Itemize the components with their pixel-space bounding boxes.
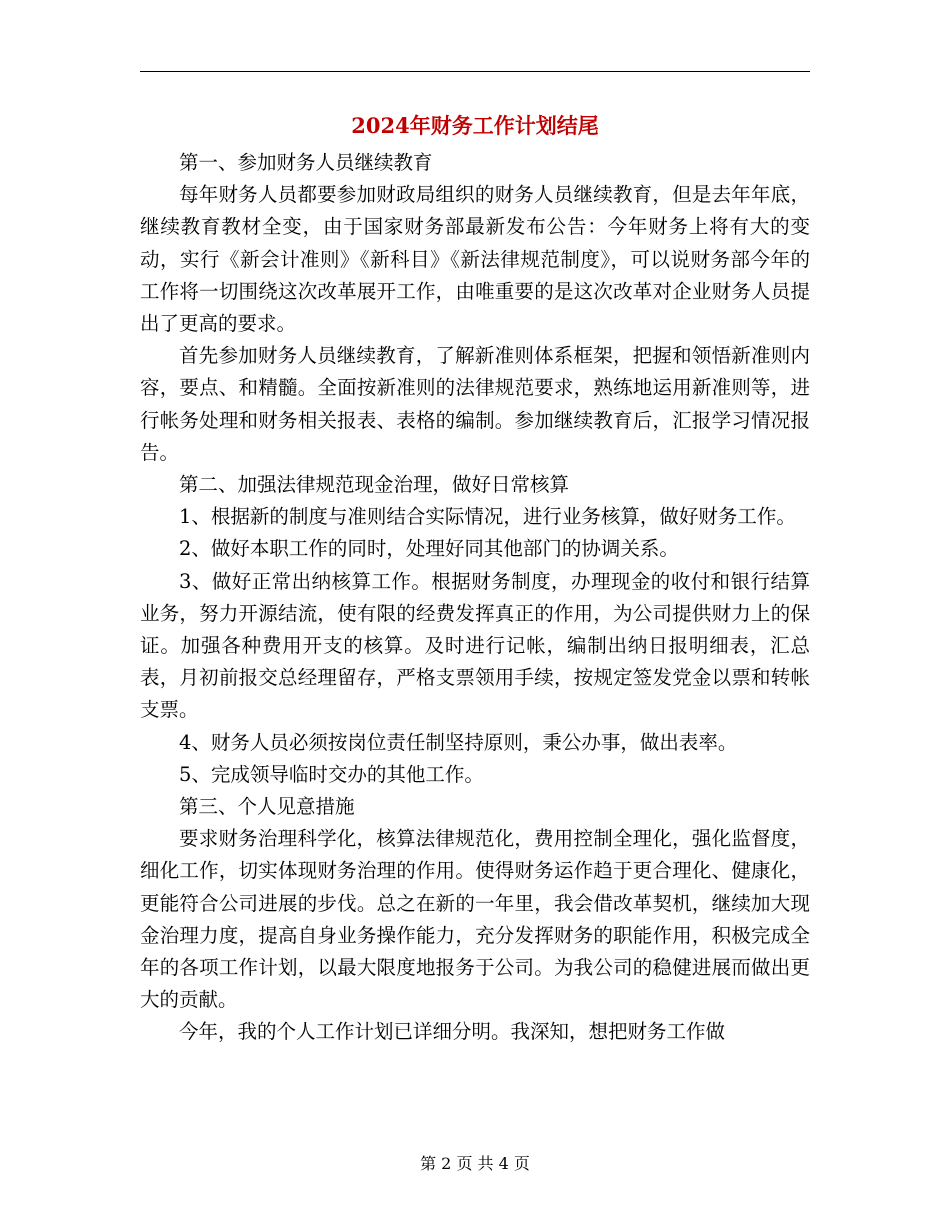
paragraph: 今年，我的个人工作计划已详细分明。我深知，想把财务工作做 (179, 1020, 726, 1044)
list-item: 2、做好本职工作的同时，处理好同其他部门的协调关系。 (179, 537, 679, 561)
paragraph: 首先参加财务人员继续教育，了解新准则体系框架，把握和领悟新准则内容，要点、和精髓。全面按新准则的法律规范要求，熟练地运用新准则等，进行帐务处理和财务相关报表、表格的编制。参加继续教育后，汇报学习情况报告。 (140, 344, 810, 464)
section-heading-2: 第二、加强法律规范现金治理，做好日常核算 (179, 473, 570, 497)
list-item: 4、财务人员必须按岗位责任制坚持原则，秉公办事，做出表率。 (179, 730, 738, 754)
paragraph: 每年财务人员都要参加财政局组织的财务人员继续教育，但是去年年底，继续教育教材全变，由于国家财务部最新发布公告：今年财务上将有大的变动，实行《新会计准则》《新科目》《新法律规范制度》，可以说财务部今年的工作将一切围绕这次改革展开工作，由唯重要的是这次改革对企业财务人员提出了更高的要求。 (140, 183, 810, 336)
section-heading-1: 第一、参加财务人员继续教育 (179, 151, 433, 174)
document-title: 2024年财务工作计划结尾 (351, 113, 599, 138)
header-rule (140, 71, 810, 72)
section-heading-3: 第三、个人见意措施 (179, 795, 355, 819)
list-item: 3、做好正常出纳核算工作。根据财务制度，办理现金的收付和银行结算业务，努力开源结流，使有限的经费发挥真正的作用，为公司提供财力上的保证。加强各种费用开支的核算。及时进行记帐，编制出纳日报明细表，汇总表，月初前报交总经理留存，严格支票领用手续，按规定签发党金以票和转帐支票。 (140, 569, 810, 722)
document-body (140, 147, 810, 1049)
paragraph: 要求财务治理科学化，核算法律规范化，费用控制全理化，强化监督度，细化工作，切实体现财务治理的作用。使得财务运作趋于更合理化、健康化，更能符合公司进展的步伐。总之在新的一年里，我会借改革契机，继续加大现金治理力度，提高自身业务操作能力，充分发挥财务的职能作用，积极完成全年的各项工作计划，以最大限度地报务于公司。为我公司的稳健进展而做出更大的贡献。 (140, 827, 810, 1012)
page-number-footer: 第 2 页 共 4 页 (420, 1154, 530, 1173)
list-item: 1、根据新的制度与准则结合实际情况，进行业务核算，做好财务工作。 (179, 505, 796, 529)
list-item: 5、完成领导临时交办的其他工作。 (179, 762, 484, 786)
